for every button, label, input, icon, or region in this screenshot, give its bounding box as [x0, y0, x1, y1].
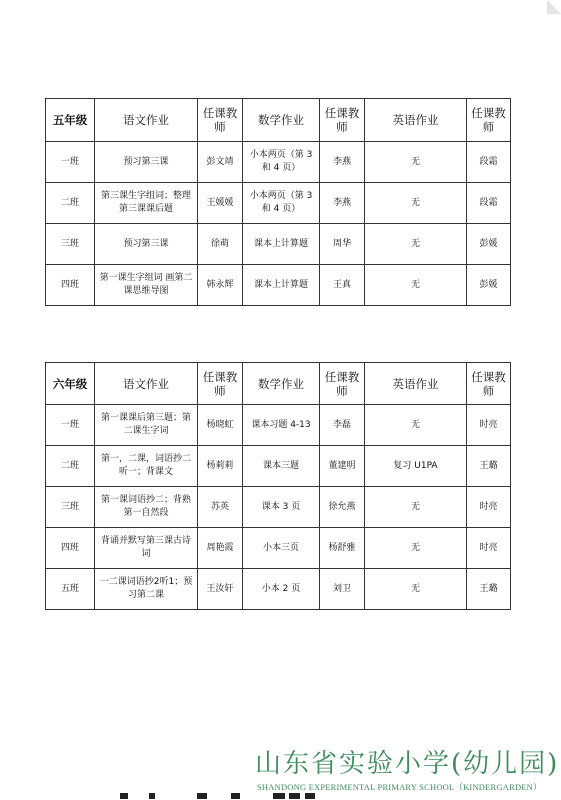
chinese-teacher-header: 任课教师 — [198, 99, 243, 142]
english-teacher: 王璐 — [467, 446, 511, 487]
chinese-teacher: 苏英 — [198, 487, 243, 528]
table-row — [46, 265, 511, 306]
chinese-teacher: 杨晓虹 — [198, 405, 243, 446]
chinese-teacher: 彭文靖 — [198, 142, 243, 183]
table-row — [46, 528, 511, 569]
math-teacher: 李燕 — [320, 142, 365, 183]
table-row — [46, 569, 511, 610]
table-row — [46, 224, 511, 265]
table-row — [46, 446, 511, 487]
chinese-teacher: 杨莉莉 — [198, 446, 243, 487]
chinese-homework: 第一课课后第三题；第二课生字词 — [95, 405, 198, 446]
english-homework: 无 — [365, 405, 467, 446]
chinese-homework: 背诵并默写第三课古诗词 — [95, 528, 198, 569]
english-homework-header: 英语作业 — [365, 99, 467, 142]
english-homework: 无 — [365, 265, 467, 306]
class-name: 一班 — [46, 405, 95, 446]
chinese-homework: 预习第三课 — [95, 142, 198, 183]
math-homework: 课本上计算题 — [243, 265, 320, 306]
chinese-homework: 第一课生字组词 画第二课思维导图 — [95, 265, 198, 306]
chinese-teacher: 韩永辉 — [198, 265, 243, 306]
english-teacher: 段霜 — [467, 142, 511, 183]
english-homework: 无 — [365, 487, 467, 528]
math-homework-header: 数学作业 — [243, 99, 320, 142]
grade-label: 五年级 — [46, 99, 95, 142]
chinese-homework: 一二课词语抄2听1；预习第二课 — [95, 569, 198, 610]
class-name: 三班 — [46, 487, 95, 528]
table-row — [46, 142, 511, 183]
chinese-teacher: 王媛媛 — [198, 183, 243, 224]
english-teacher: 时亮 — [467, 487, 511, 528]
chinese-teacher-header: 任课教师 — [198, 363, 243, 405]
english-homework: 无 — [365, 183, 467, 224]
grade5-homework-table — [45, 98, 511, 306]
class-name: 一班 — [46, 142, 95, 183]
table-header-row — [46, 363, 511, 405]
class-name: 五班 — [46, 569, 95, 610]
english-teacher: 彭媛 — [467, 265, 511, 306]
math-homework-header: 数学作业 — [243, 363, 320, 405]
table-header-row — [46, 99, 511, 142]
school-name-english: SHANDONG EXPERIMENTAL PRIMARY SCHOOL（KINDERGARDEN） — [257, 782, 542, 792]
english-homework: 无 — [365, 569, 467, 610]
chinese-homework: 预习第三课 — [95, 224, 198, 265]
math-teacher: 刘卫 — [320, 569, 365, 610]
math-homework: 课本 3 页 — [243, 487, 320, 528]
school-name-chinese: 山东省实验小学(幼儿园) — [255, 749, 560, 779]
class-name: 三班 — [46, 224, 95, 265]
class-name: 二班 — [46, 183, 95, 224]
math-teacher: 徐允燕 — [320, 487, 365, 528]
grade6-homework-table — [45, 362, 511, 610]
math-teacher-header: 任课教师 — [320, 99, 365, 142]
page-corner-fold — [547, 0, 561, 14]
chinese-homework-header: 语文作业 — [95, 363, 198, 405]
math-homework: 课本三题 — [243, 446, 320, 487]
chinese-homework-header: 语文作业 — [95, 99, 198, 142]
table-row — [46, 405, 511, 446]
chinese-teacher: 王汝轩 — [198, 569, 243, 610]
math-homework: 课本习题 4-13 — [243, 405, 320, 446]
english-teacher-header: 任课教师 — [467, 99, 511, 142]
english-teacher: 彭媛 — [467, 224, 511, 265]
english-homework: 无 — [365, 142, 467, 183]
chinese-teacher: 周艳霞 — [198, 528, 243, 569]
english-homework: 无 — [365, 224, 467, 265]
english-teacher: 段霜 — [467, 183, 511, 224]
math-teacher: 王真 — [320, 265, 365, 306]
math-homework: 小本 2 页 — [243, 569, 320, 610]
english-teacher: 王璐 — [467, 569, 511, 610]
class-name: 四班 — [46, 528, 95, 569]
math-homework: 小本两页（第 3 和 4 页） — [243, 142, 320, 183]
chinese-homework: 第一课词语抄二；背熟第一自然段 — [95, 487, 198, 528]
math-teacher: 周华 — [320, 224, 365, 265]
math-homework: 小本三页 — [243, 528, 320, 569]
school-logo — [255, 749, 560, 793]
math-homework: 小本两页（第 3 和 4 页） — [243, 183, 320, 224]
chinese-teacher: 徐萌 — [198, 224, 243, 265]
chinese-homework: 第一，二课，词语抄二听一；背课文 — [95, 446, 198, 487]
grade-label: 六年级 — [46, 363, 95, 405]
english-homework: 无 — [365, 528, 467, 569]
english-teacher-header: 任课教师 — [467, 363, 511, 405]
class-name: 二班 — [46, 446, 95, 487]
math-teacher: 李磊 — [320, 405, 365, 446]
math-teacher: 杨舒雅 — [320, 528, 365, 569]
math-teacher: 董建明 — [320, 446, 365, 487]
math-teacher: 李燕 — [320, 183, 365, 224]
english-homework: 复习 U1PA — [365, 446, 467, 487]
english-teacher: 时亮 — [467, 528, 511, 569]
next-page-fragment — [45, 791, 345, 800]
math-homework: 课本上计算题 — [243, 224, 320, 265]
class-name: 四班 — [46, 265, 95, 306]
english-teacher: 时亮 — [467, 405, 511, 446]
table-row — [46, 183, 511, 224]
chinese-homework: 第三课生字组词；整理第三课课后题 — [95, 183, 198, 224]
english-homework-header: 英语作业 — [365, 363, 467, 405]
table-row — [46, 487, 511, 528]
math-teacher-header: 任课教师 — [320, 363, 365, 405]
